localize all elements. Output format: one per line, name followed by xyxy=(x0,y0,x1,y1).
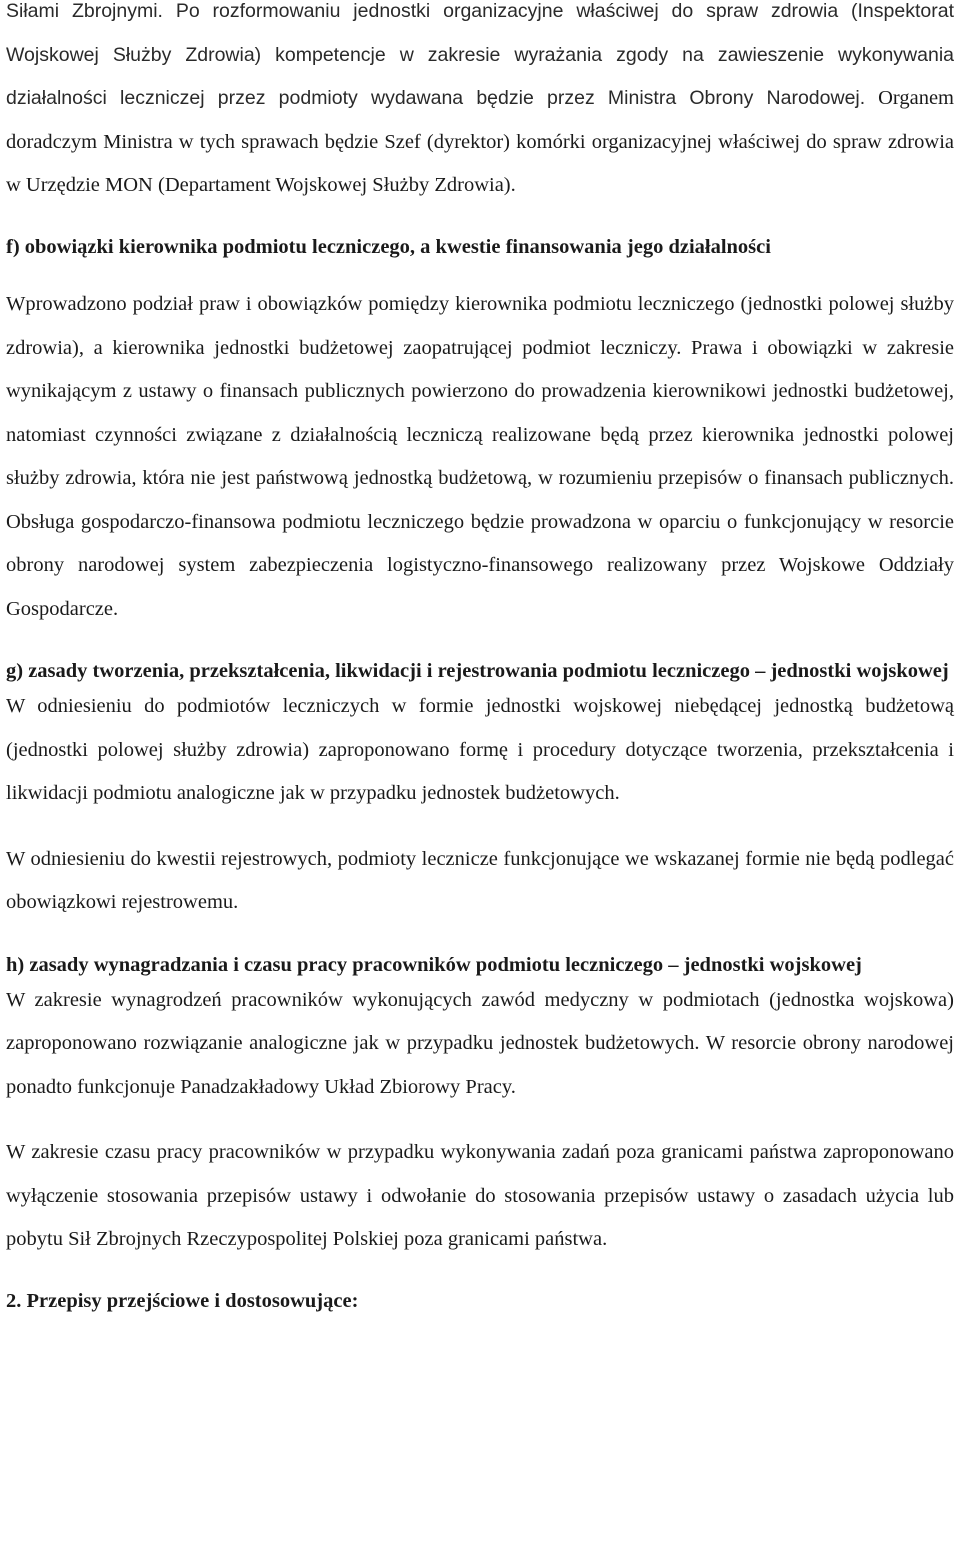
spacer xyxy=(6,631,954,649)
section-h-paragraph-2: W zakresie czasu pracy pracowników w przypadku wykonywania zadań poza granicami państwa zaproponowano wyłączenie stosowania przepisów ustawy i odwołanie do stosowania przepisów ustawy o zasadach użycia lub pobytu Sił Zbrojnych Rzeczypospolitej Polskiej poza granicami państwa. xyxy=(6,1141,954,1250)
section-h-paragraph-1: W zakresie wynagrodzeń pracowników wykonujących zawód medyczny w podmiotach (jednostka wojskowa) zaproponowano rozwiązanie analogiczne jak w przypadku jednostek budżetowych. W resorcie obrony narodowej ponadto funkcjonuje Panadzakładowy Układ Zbiorowy Pracy. xyxy=(6,988,954,1098)
section-f-heading: f) obowiązki kierownika podmiotu leczniczego, a kwestie finansowania jego działalności xyxy=(6,235,771,258)
spacer xyxy=(6,1262,954,1280)
paragraph-ministry-consent-part1: Siłami Zbrojnymi. Po rozformowaniu jednostki organizacyjne właściwej do spraw zdrowia (Inspektorat Wojskowej Służby Zdrowia) kompetencje w zakresie wyrażania zgody na zawieszenie wykonywania działalności leczniczej przez podmioty wydawana będzie przez Ministra Obrony Narodowej. xyxy=(6,0,954,109)
paragraph-ministry-consent-part2: Organem doradczym Ministra w tych sprawach będzie Szef (dyrektor) komórki organizacyjnej właściwej do spraw zdrowia w Urzędzie MON (Departament Wojskowej Służby Zdrowia). xyxy=(6,87,954,196)
section-g-heading: g) zasady tworzenia, przekształcenia, likwidacji i rejestrowania podmiotu leczniczego – jednostki wojskowej xyxy=(6,660,949,682)
section-g-paragraph-2: W odniesieniu do kwestii rejestrowych, podmioty lecznicze funkcjonujące we wskazanej formie nie będą podlegać obowiązkowi rejestrowemu. xyxy=(6,847,954,913)
spacer xyxy=(6,269,954,283)
spacer xyxy=(6,816,954,838)
spacer xyxy=(6,208,954,226)
spacer xyxy=(6,1109,954,1131)
spacer xyxy=(6,925,954,943)
paragraph-ministry-consent xyxy=(6,0,954,208)
section-g-paragraph-1: W odniesieniu do podmiotów leczniczych w formie jednostki wojskowej niebędącej jednostką budżetową (jednostki polowej służby zdrowia) zaproponowano formę i procedury dotyczące tworzenia, przekształcenia i likwidacji podmiotu analogiczne jak w przypadku jednostek budżetowych. xyxy=(6,695,954,804)
section-h-heading: h) zasady wynagradzania i czasu pracy pracowników podmiotu leczniczego – jednostki wojskowej xyxy=(6,953,862,976)
document-page xyxy=(6,0,954,1323)
section-f-paragraph: Wprowadzono podział praw i obowiązków pomiędzy kierownika podmiotu leczniczego (jednostki polowej służby zdrowia), a kierownika jednostki budżetowej zaopatrującej podmiot leczniczy. Prawa i obowiązki w zakresie wynikającym z ustawy o finansach publicznych powierzono do prowadzenia kierownikowi jednostki budżetowej, natomiast czynności związane z działalnością leczniczą realizowane będą przez kierownika jednostki polowej służby zdrowia, która nie jest państwową jednostką budżetową, w rozumieniu przepisów o finansach publicznych. Obsługa gospodarczo-finansowa podmiotu leczniczego będzie prowadzona w oparciu o funkcjonujący w resorcie obrony narodowej system zabezpieczenia logistyczno-finansowego realizowany przez Wojskowe Oddziały Gospodarcze. xyxy=(6,293,954,620)
section-2-heading: 2. Przepisy przejściowe i dostosowujące: xyxy=(6,1289,359,1312)
